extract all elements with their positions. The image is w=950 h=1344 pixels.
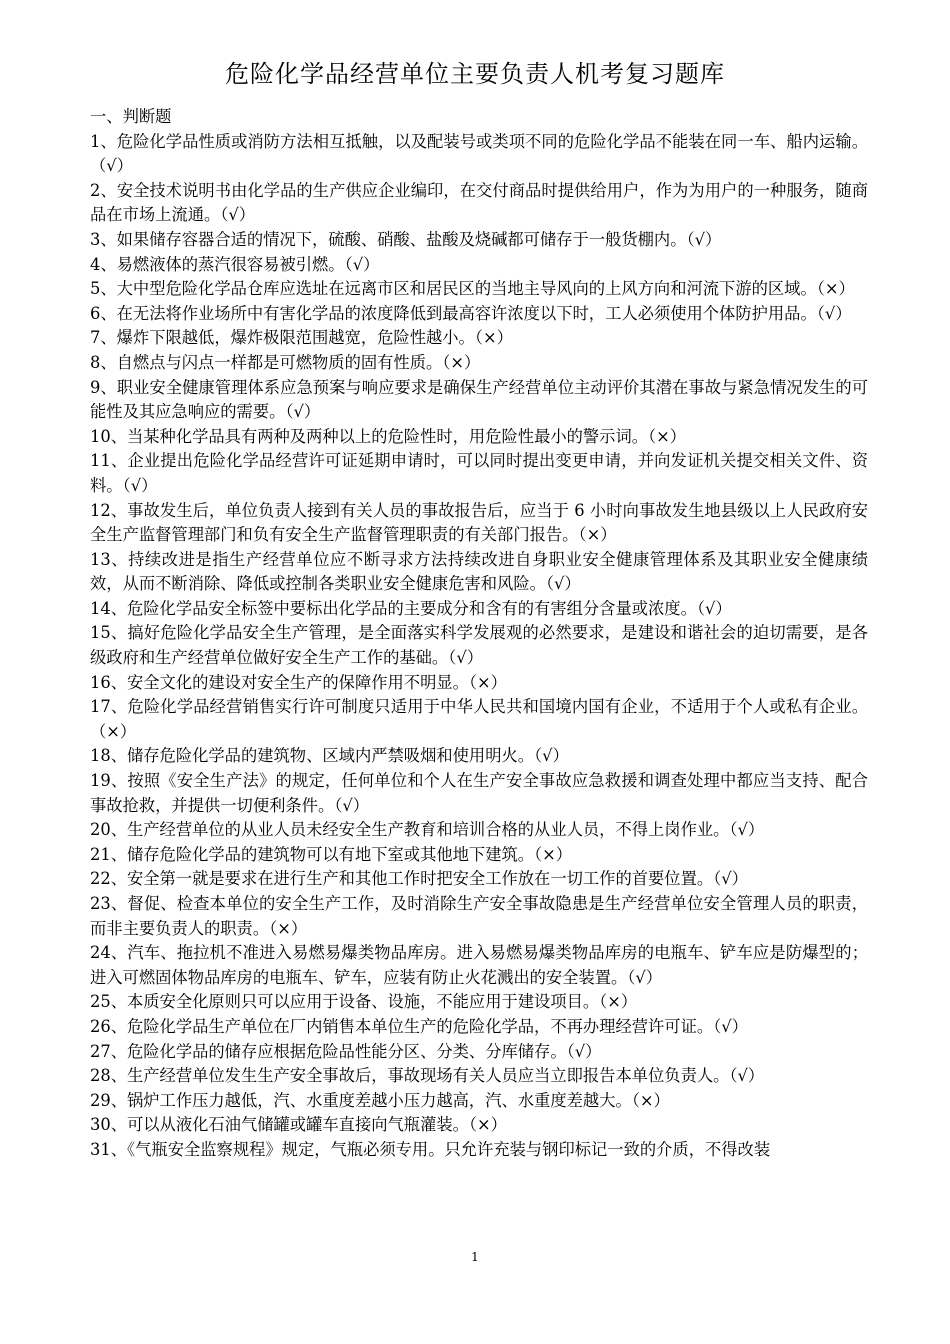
question-list [90, 105, 868, 1163]
question-item: 19、按照《安全生产法》的规定，任何单位和个人在生产安全事故应急救援和调查处理中都应当支持、配合事故抢救，并提供一切便利条件。（√） [90, 771, 868, 815]
question-item: 30、可以从液化石油气储罐或罐车直接向气瓶灌装。（×） [90, 1115, 507, 1135]
question-item: 25、本质安全化原则只可以应用于设备、设施，不能应用于建设项目。（×） [90, 992, 638, 1012]
question-item: 2、安全技术说明书由化学品的生产供应企业编印，在交付商品时提供给用户，作为为用户的一种服务，随商品在市场上流通。（√） [90, 180, 868, 225]
question-item: 14、危险化学品安全标签中要标出化学品的主要成分和含有的有害组分含量或浓度。（√） [90, 598, 732, 618]
question-item: 23、督促、检查本单位的安全生产工作，及时消除生产安全事故隐患是生产经营单位安全管理人员的职责，而非主要负责人的职责。（×） [90, 894, 868, 938]
question-item: 13、持续改进是指生产经营单位应不断寻求方法持续改进自身职业安全健康管理体系及其职业安全健康绩效，从而不断消除、降低或控制各类职业安全健康危害和风险。（√） [90, 549, 868, 594]
question-item: 3、如果储存容器合适的情况下，硫酸、硝酸、盐酸及烧碱都可储存于一般货棚内。（√） [90, 229, 722, 249]
question-item: 8、自燃点与闪点一样都是可燃物质的固有性质。（×） [90, 352, 481, 372]
question-item: 18、储存危险化学品的建筑物、区域内严禁吸烟和使用明火。（√） [90, 746, 569, 766]
question-item: 15、搞好危险化学品安全生产管理，是全面落实科学发展观的必然要求，是建设和谐社会的迫切需要，是各级政府和生产经营单位做好安全生产工作的基础。（√） [90, 623, 868, 668]
question-item: 29、锅炉工作压力越低，汽、水重度差越小压力越高，汽、水重度差越大。（×） [90, 1090, 670, 1110]
question-item: 9、职业安全健康管理体系应急预案与响应要求是确保生产经营单位主动评价其潜在事故与紧急情况发生的可能性及其应急响应的需要。（√） [90, 377, 868, 422]
question-item: 22、安全第一就是要求在进行生产和其他工作时把安全工作放在一切工作的首要位置。（√） [90, 869, 748, 889]
question-item: 17、危险化学品经营销售实行许可制度只适用于中华人民共和国境内国有企业，不适用于个人或私有企业。（×） [90, 697, 868, 741]
question-item: 27、危险化学品的储存应根据危险品性能分区、分类、分库储存。（√） [90, 1041, 602, 1061]
question-item: 20、生产经营单位的从业人员未经安全生产教育和培训合格的从业人员，不得上岗作业。（√） [90, 820, 765, 840]
question-item: 11、企业提出危险化学品经营许可证延期申请时，可以同时提出变更申请，并向发证机关提交相关文件、资料。（√） [90, 451, 868, 495]
page-number: 1 [471, 1250, 479, 1264]
question-item: 21、储存危险化学品的建筑物可以有地下室或其他地下建筑。（×） [90, 844, 573, 864]
question-item: 4、易燃液体的蒸汽很容易被引燃。（√） [90, 254, 380, 274]
question-item: 10、当某种化学品具有两种及两种以上的危险性时，用危险性最小的警示词。（×） [90, 426, 687, 446]
question-item: 24、汽车、拖拉机不准进入易燃易爆类物品库房。进入易燃易爆类物品库房的电瓶车、铲车应是防爆型的；进入可燃固体物品库房的电瓶车、铲车，应装有防止火花溅出的安全装置。（√） [90, 943, 868, 987]
question-item: 1、危险化学品性质或消防方法相互抵触，以及配装号或类项不同的危险化学品不能装在同一车、船内运输。（√） [90, 131, 868, 176]
question-item: 6、在无法将作业场所中有害化学品的浓度降低到最高容许浓度以下时，工人必须使用个体防护用品。（√） [90, 303, 852, 323]
document-title: 危险化学品经营单位主要负责人机考复习题库 [225, 60, 725, 88]
question-item: 7、爆炸下限越低，爆炸极限范围越宽，危险性越小。（×） [90, 328, 513, 348]
question-item: 16、安全文化的建设对安全生产的保障作用不明显。（×） [90, 672, 507, 692]
question-item: 12、事故发生后，单位负责人接到有关人员的事故报告后，应当于 6 小时向事故发生地县级以上人民政府安全生产监督管理部门和负有安全生产监督管理职责的有关部门报告。（×） [90, 500, 868, 545]
question-item: 5、大中型危险化学品仓库应选址在远离市区和居民区的当地主导风向的上风方向和河流下游的区域。（×） [90, 279, 855, 299]
question-item: 28、生产经营单位发生生产安全事故后，事故现场有关人员应当立即报告本单位负责人。（√） [90, 1066, 765, 1086]
section-heading: 一、判断题 [90, 107, 172, 126]
question-item: 31、《气瓶安全监察规程》规定，气瓶必须专用。只允许充装与钢印标记一致的介质，不得改装 [90, 1139, 771, 1159]
question-item: 26、危险化学品生产单位在厂内销售本单位生产的危险化学品，不再办理经营许可证。（√） [90, 1016, 748, 1036]
